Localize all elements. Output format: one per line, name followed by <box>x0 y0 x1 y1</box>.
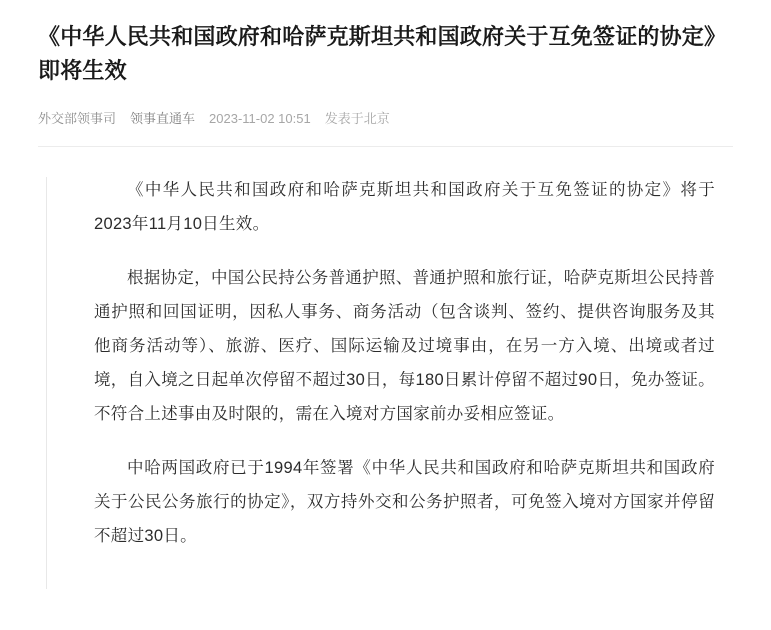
meta-place: 发表于北京 <box>324 111 390 126</box>
article-meta <box>38 110 733 128</box>
meta-column[interactable]: 领事直通车 <box>130 111 196 126</box>
page-title: 《中华人民共和国政府和哈萨克斯坦共和国政府关于互免签证的协定》即将生效 <box>38 24 716 83</box>
body-left-rule <box>46 177 47 589</box>
meta-datetime: 2023-11-02 10:51 <box>209 111 311 126</box>
article-paragraph: 《中华人民共和国政府和哈萨克斯坦共和国政府关于互免签证的协定》将于2023年11月10日生效。 <box>94 181 715 233</box>
article-body <box>38 173 733 553</box>
article-paragraph: 中哈两国政府已于1994年签署《中华人民共和国政府和哈萨克斯坦共和国政府关于公民公务旅行的协定》，双方持外交和公务护照者，可免签入境对方国家并停留不超过30日。 <box>94 459 715 545</box>
article-paragraph: 根据协定，中国公民持公务普通护照、普通护照和旅行证，哈萨克斯坦公民持普通护照和回国证明，因私人事务、商务活动（包含谈判、签约、提供咨询服务及其他商务活动等）、旅游、医疗、国际运输及过境事由，在另一方入境、出境或者过境，自入境之日起单次停留不超过30日，每180日累计停留不超过90日，免办签证。不符合上述事由及时限的，需在入境对方国家前办妥相应签证。 <box>94 269 715 423</box>
meta-source: 外交部领事司 <box>38 111 117 126</box>
header-divider <box>38 146 733 147</box>
